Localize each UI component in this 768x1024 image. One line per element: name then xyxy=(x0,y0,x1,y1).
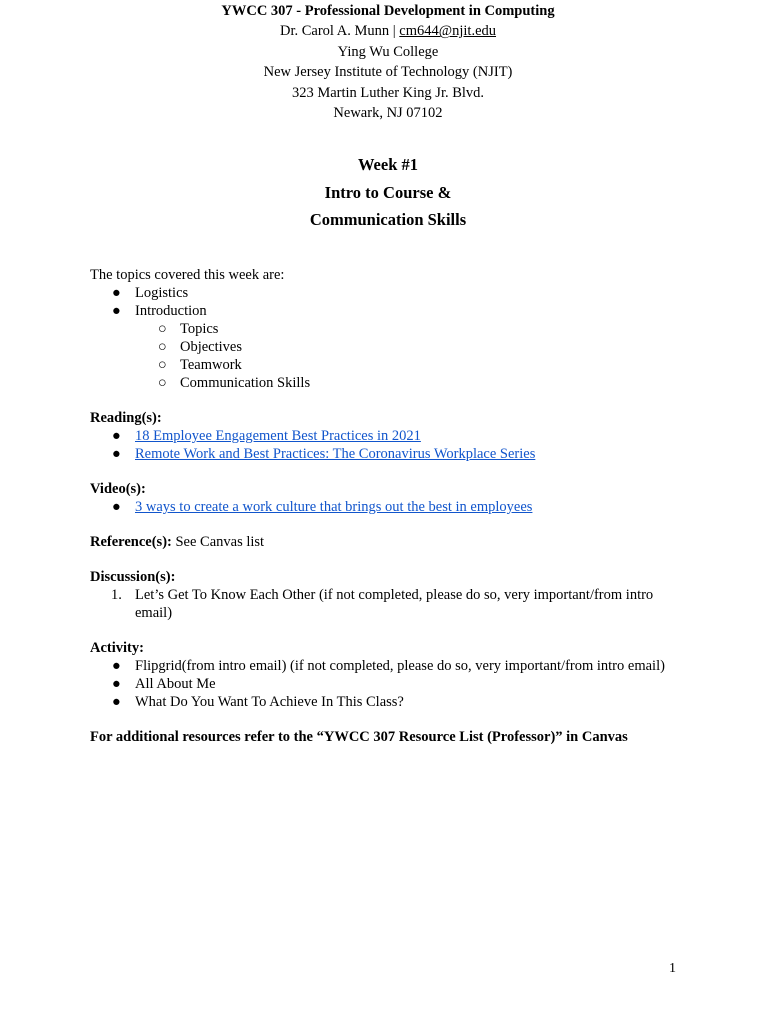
bullet-marker: ● xyxy=(112,675,121,692)
reading-link-remote-work[interactable]: Remote Work and Best Practices: The Coronavirus Workplace Series xyxy=(135,445,536,462)
activity-label: Activity: xyxy=(90,639,144,656)
list-item: ● Flipgrid(from intro email) (if not completed, please do so, very important/from intro email) xyxy=(112,657,665,674)
circle-marker: ○ xyxy=(158,356,167,373)
document-page xyxy=(90,0,690,746)
references-line xyxy=(90,533,690,551)
circle-marker: ○ xyxy=(158,338,167,355)
bullet-marker: ● xyxy=(112,445,121,462)
institution-name: New Jersey Institute of Technology (NJIT) xyxy=(263,64,513,81)
instructor-name: Dr. Carol A. Munn | xyxy=(279,23,400,40)
week-title-line-2: Communication Skills xyxy=(309,210,467,230)
topics-intro: The topics covered this week are: xyxy=(90,266,285,283)
discussions-label: Discussion(s): xyxy=(90,568,176,585)
week-title-line-1: Intro to Course & xyxy=(324,182,452,202)
references-text: See Canvas list xyxy=(171,533,265,550)
course-title: YWCC 307 - Professional Development in Computing xyxy=(221,3,555,19)
week-heading xyxy=(90,151,686,234)
list-item xyxy=(90,427,690,445)
list-item: ● Introduction xyxy=(112,302,207,319)
readings-label: Reading(s): xyxy=(90,409,162,426)
videos-label: Video(s): xyxy=(90,480,146,497)
circle-marker: ○ xyxy=(158,320,167,337)
topics-list xyxy=(90,284,690,392)
sub-list-item: ○ Topics xyxy=(158,320,219,337)
city-address: Newark, NJ 07102 xyxy=(333,105,443,122)
page-number: 1 xyxy=(669,961,676,976)
sub-list-item: ○ Communication Skills xyxy=(158,374,311,391)
number-marker: 1. xyxy=(111,586,122,603)
bullet-marker: ● xyxy=(112,693,121,710)
street-address: 323 Martin Luther King Jr. Blvd. xyxy=(291,84,485,101)
bullet-marker: ● xyxy=(112,427,121,444)
bullet-marker: ● xyxy=(112,657,121,674)
sub-list-item: ○ Teamwork xyxy=(158,356,242,373)
readings-list xyxy=(90,427,690,463)
discussions-list xyxy=(90,586,690,622)
course-header xyxy=(90,1,686,123)
bullet-marker: ● xyxy=(112,284,121,301)
list-item xyxy=(90,498,690,516)
video-link-work-culture[interactable]: 3 ways to create a work culture that brings out the best in employees xyxy=(135,498,533,515)
college-name: Ying Wu College xyxy=(337,43,439,60)
list-item: ● Logistics xyxy=(112,284,189,301)
circle-marker: ○ xyxy=(158,374,167,391)
week-number: Week #1 xyxy=(357,155,419,175)
reading-link-employee-engagement[interactable]: 18 Employee Engagement Best Practices in 2021 xyxy=(135,427,421,444)
instructor-line xyxy=(90,21,686,41)
activity-list xyxy=(90,657,690,711)
list-item xyxy=(90,445,690,463)
sub-list-item: ○ Objectives xyxy=(158,338,243,355)
list-item: ● All About Me xyxy=(112,675,216,692)
list-item: 1. Let’s Get To Know Each Other (if not completed, please do so, very important/from intro email) xyxy=(111,586,654,621)
list-item: ● What Do You Want To Achieve In This Class? xyxy=(112,693,404,710)
bullet-marker: ● xyxy=(112,498,121,515)
additional-resources-note: For additional resources refer to the “YWCC 307 Resource List (Professor)” in Canvas xyxy=(90,728,628,745)
videos-list xyxy=(90,498,690,516)
references-label: Reference(s): xyxy=(90,533,172,550)
bullet-marker: ● xyxy=(112,302,121,319)
instructor-email-link[interactable]: cm644@njit.edu xyxy=(399,23,497,40)
